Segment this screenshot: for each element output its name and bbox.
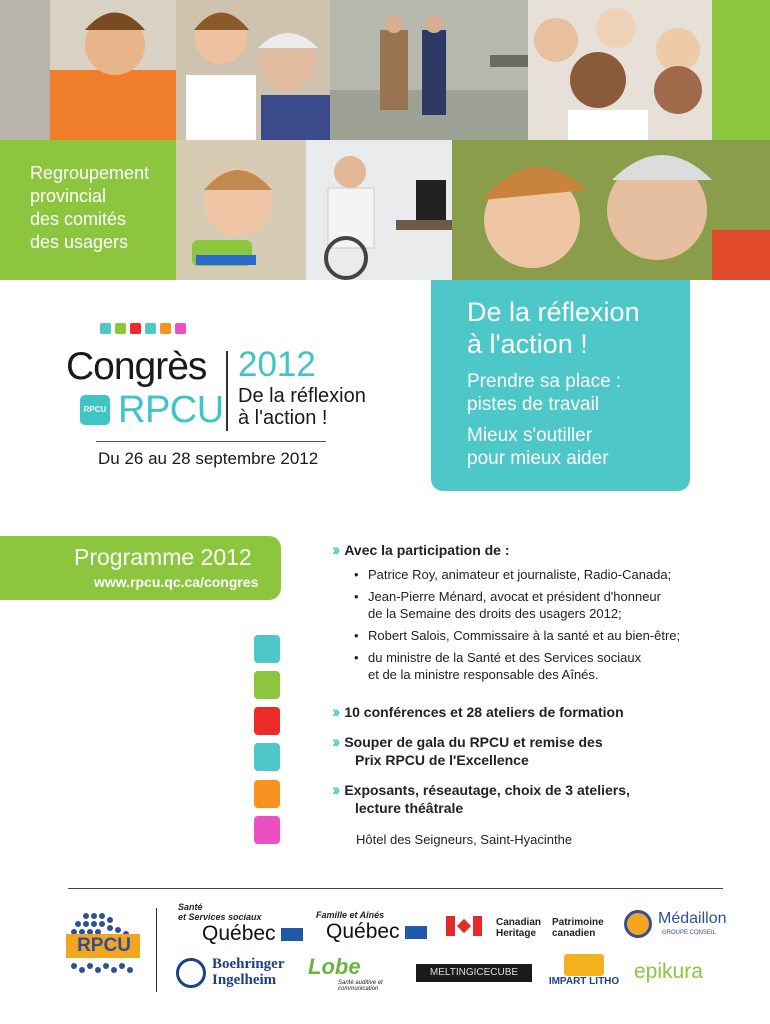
highlight-item (332, 732, 603, 768)
dot-teal (145, 323, 156, 334)
sponsor-text: Santé auditive et communication (338, 980, 383, 992)
sponsor-text: Boehringer (212, 956, 285, 972)
quebec-wordmark (326, 920, 436, 944)
congress-dates: Du 26 au 28 septembre 2012 (98, 449, 319, 468)
sponsor-lobe (308, 954, 408, 992)
list-item-text: • Patrice Roy, animateur et journaliste, Radio-Canada; (368, 567, 672, 582)
fleur-de-lis-icon (281, 928, 303, 941)
dot-teal (100, 323, 111, 334)
sponsor-medaillon (624, 906, 728, 942)
highlight-text: Souper de gala du RPCU et remise des (344, 734, 603, 750)
list-item-text: • Robert Salois, Commissaire à la santé et au bien-être; (368, 628, 681, 643)
sponsor-text: Médaillon (658, 910, 727, 927)
chevron-right-icon: ›› (332, 540, 338, 559)
square-green (254, 671, 280, 699)
footer-vertical-divider (156, 908, 157, 992)
photo-man-wheelchair (306, 140, 452, 280)
list-item-text: de la Semaine des droits des usagers 2012; (368, 606, 622, 621)
green-accent-strip (712, 0, 770, 140)
sponsor-impart-litho (548, 954, 620, 987)
photo-elders-walking (330, 0, 528, 140)
theme-subtitle-2 (467, 424, 668, 470)
theme-sub-line: Prendre sa place : (467, 371, 622, 392)
org-line: provincial (30, 186, 107, 206)
sponsor-canadian-heritage (496, 917, 541, 939)
square-pink (254, 816, 280, 844)
highlight-text: 10 conférences et 28 ateliers de formation (344, 704, 624, 720)
highlight-item (332, 780, 630, 816)
programme-link[interactable]: www.rpcu.qc.ca/congres (94, 574, 259, 590)
photo-nurse-elder (176, 0, 330, 140)
list-item-text: • du ministre de la Santé et des Services sociaux (368, 650, 642, 665)
participant-list (354, 566, 680, 688)
sponsor-text: Heritage (496, 928, 537, 939)
congress-tagline (238, 385, 366, 429)
dot-pink (175, 323, 186, 334)
rpcu-logo-text: RPCU (77, 935, 131, 956)
org-line: des usagers (30, 232, 129, 252)
sponsor-text: Québec (326, 920, 400, 943)
photo-child-grandparent (452, 140, 770, 280)
sponsor-sante-quebec (178, 902, 308, 946)
org-line: Regroupement (30, 163, 150, 183)
boehringer-icon (176, 958, 206, 988)
list-item (354, 566, 680, 583)
sponsor-text: GROUPE CONSEIL (662, 930, 717, 936)
canada-flag-icon (446, 916, 482, 936)
highlight-text: Prix RPCU de l'Excellence (355, 752, 529, 768)
theme-heading-line: à l'action ! (467, 329, 588, 359)
rpcu-logo (64, 906, 144, 986)
sponsor-famille-quebec (316, 910, 436, 944)
theme-box (431, 280, 690, 491)
square-orange (254, 780, 280, 808)
sponsor-text: Québec (202, 922, 276, 945)
square-red (254, 707, 280, 735)
sponsor-text: Patrimoine (552, 917, 604, 928)
highlight-text: lecture théâtrale (355, 800, 464, 816)
programme-box (0, 536, 281, 600)
impart-icon (564, 954, 604, 976)
programme-title: Programme 2012 (74, 544, 252, 570)
sponsor-text: Ingelheim (212, 972, 277, 988)
footer-divider (68, 888, 723, 889)
logo-underline (96, 441, 326, 442)
dot-red (130, 323, 141, 334)
fleur-de-lis-icon (405, 926, 427, 939)
theme-sub-line: pour mieux aider (467, 448, 609, 469)
tagline-line: De la réflexion (238, 385, 366, 407)
org-line: des comités (30, 209, 127, 229)
theme-heading (467, 296, 668, 360)
chevron-right-icon: ›› (332, 702, 338, 721)
medal-icon (624, 910, 652, 938)
list-item-text: • Jean-Pierre Ménard, avocat et président d'honneur (368, 589, 661, 604)
participation-heading-text: Avec la participation de : (344, 542, 510, 558)
sponsor-text: et Services sociaux (178, 912, 262, 922)
congress-year: 2012 (238, 345, 316, 384)
organization-panel (0, 140, 176, 280)
sponsor-text: Lobe (308, 954, 361, 979)
chevron-right-icon: ›› (332, 732, 338, 751)
list-item (354, 649, 680, 683)
quebec-wordmark (202, 922, 308, 946)
congres-word: Congrès (66, 345, 207, 388)
photo-boy-green (176, 140, 306, 280)
theme-sub-line: Mieux s'outiller (467, 425, 593, 446)
rpcu-word: RPCU (118, 389, 224, 431)
tagline-line: à l'action ! (238, 407, 328, 429)
venue: Hôtel des Seigneurs, Saint-Hyacinthe (356, 832, 573, 847)
highlight-item (332, 702, 624, 722)
square-teal (254, 635, 280, 663)
photo-child-hospital (0, 0, 176, 140)
square-teal (254, 743, 280, 771)
list-item (354, 588, 680, 622)
sponsor-text: canadien (552, 928, 596, 939)
logo-divider (226, 351, 228, 431)
participation-heading (332, 540, 510, 560)
congress-logo (66, 323, 386, 483)
highlight-text: Exposants, réseautage, choix de 3 ateliers, (344, 782, 630, 798)
dot-green (115, 323, 126, 334)
chevron-right-icon: ›› (332, 780, 338, 799)
list-item-text: et de la ministre responsable des Aînés. (368, 667, 599, 682)
organization-name (30, 162, 149, 254)
sponsor-text: Famille et Aînés (316, 910, 385, 920)
list-item (354, 627, 680, 644)
sponsor-patrimoine (552, 917, 604, 939)
photo-group-smiling (528, 0, 712, 140)
theme-subtitle-1 (467, 370, 668, 416)
dot-orange (160, 323, 171, 334)
sponsor-boehringer (176, 956, 296, 992)
color-dots (100, 323, 186, 334)
theme-heading-line: De la réflexion (467, 297, 640, 327)
sponsor-text: Canadian (496, 917, 542, 928)
sponsor-meltingicecube: MELTINGICECUBE (416, 964, 532, 982)
sponsor-text: Santé (178, 902, 203, 912)
rpcu-badge-icon: RPCU (80, 395, 110, 425)
sponsor-epikura: epikura (634, 960, 703, 983)
theme-sub-line: pistes de travail (467, 394, 600, 415)
sponsor-text: IMPART LITHO (548, 976, 620, 987)
